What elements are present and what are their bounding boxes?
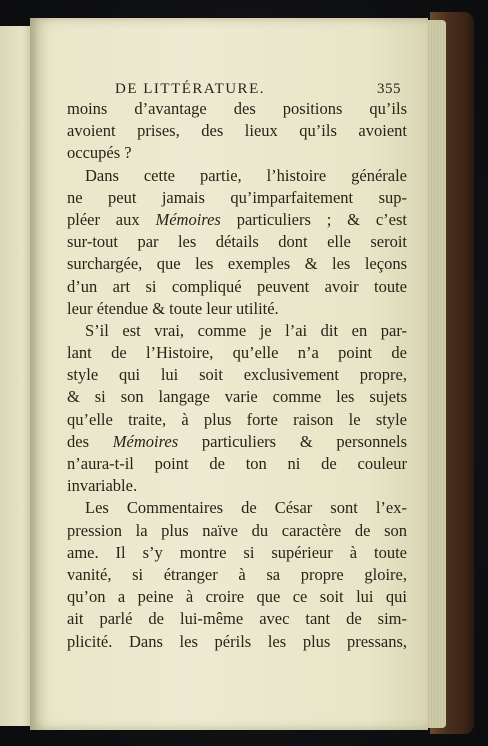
text-line: ame. Il s’y montre si supérieur à toute — [67, 542, 407, 562]
text-line: Les Commentaires de César sont l’ex- — [85, 498, 407, 518]
text-line — [67, 209, 407, 231]
text-line: vanité, si étranger à sa propre gloire, — [67, 564, 407, 584]
italic-title: Mémoires — [155, 209, 221, 229]
text-line-part: particuliers & personnels — [178, 431, 407, 451]
text-line: Dans cette partie, l’histoire générale — [85, 165, 407, 185]
text-line: qu’elle traite, à plus forte raison le style — [67, 409, 407, 429]
facing-page-edge — [0, 26, 32, 726]
body-text — [67, 98, 407, 653]
italic-title: Mémoires — [112, 431, 179, 451]
text-line: sur-tout par les détails dont elle seroit — [67, 232, 407, 252]
text-line: lant de l’Histoire, qu’elle n’a point de — [67, 343, 407, 363]
book-page — [30, 18, 428, 730]
page-number: 355 — [377, 81, 401, 97]
text-line-part: pléer aux — [67, 209, 156, 229]
text-line: S’il est vrai, comme je l’ai dit en par- — [85, 320, 407, 340]
text-line: n’aura-t-il point de ton ni de couleur — [67, 454, 407, 473]
text-line: ait parlé de lui-même avec tant de sim- — [67, 609, 407, 629]
text-line: moins d’avantage des positions qu’ils — [67, 99, 407, 118]
text-line-part: particuliers ; & c’est — [220, 209, 407, 229]
text-line: invariable. — [67, 476, 138, 496]
text-line: plicité. Dans les périls les plus pressans, — [67, 631, 407, 651]
running-head-title: DE LITTÉRATURE. — [115, 81, 265, 97]
text-line: & si son langage varie comme les sujets — [67, 387, 407, 407]
text-line: avoient prises, des lieux qu’ils avoient — [67, 121, 407, 141]
page-text-block — [67, 78, 407, 653]
text-line: occupés ? — [67, 143, 132, 163]
text-line: style qui lui soit exclusivement propre, — [67, 365, 407, 385]
text-line: pression la plus naïve du caractère de son — [67, 520, 407, 540]
text-line: d’un art si compliqué peuvent avoir toute — [67, 276, 407, 296]
text-line: leur étendue & toute leur utilité. — [67, 298, 279, 318]
text-line — [67, 431, 407, 453]
text-line-part: des — [67, 431, 113, 451]
running-head — [67, 78, 407, 98]
text-line: ne peut jamais qu’imparfaitement sup- — [67, 187, 407, 207]
text-line: surchargée, que les exemples & les leçons — [67, 254, 407, 274]
text-line: qu’on a peine à croire que ce soit lui qui — [67, 587, 407, 607]
